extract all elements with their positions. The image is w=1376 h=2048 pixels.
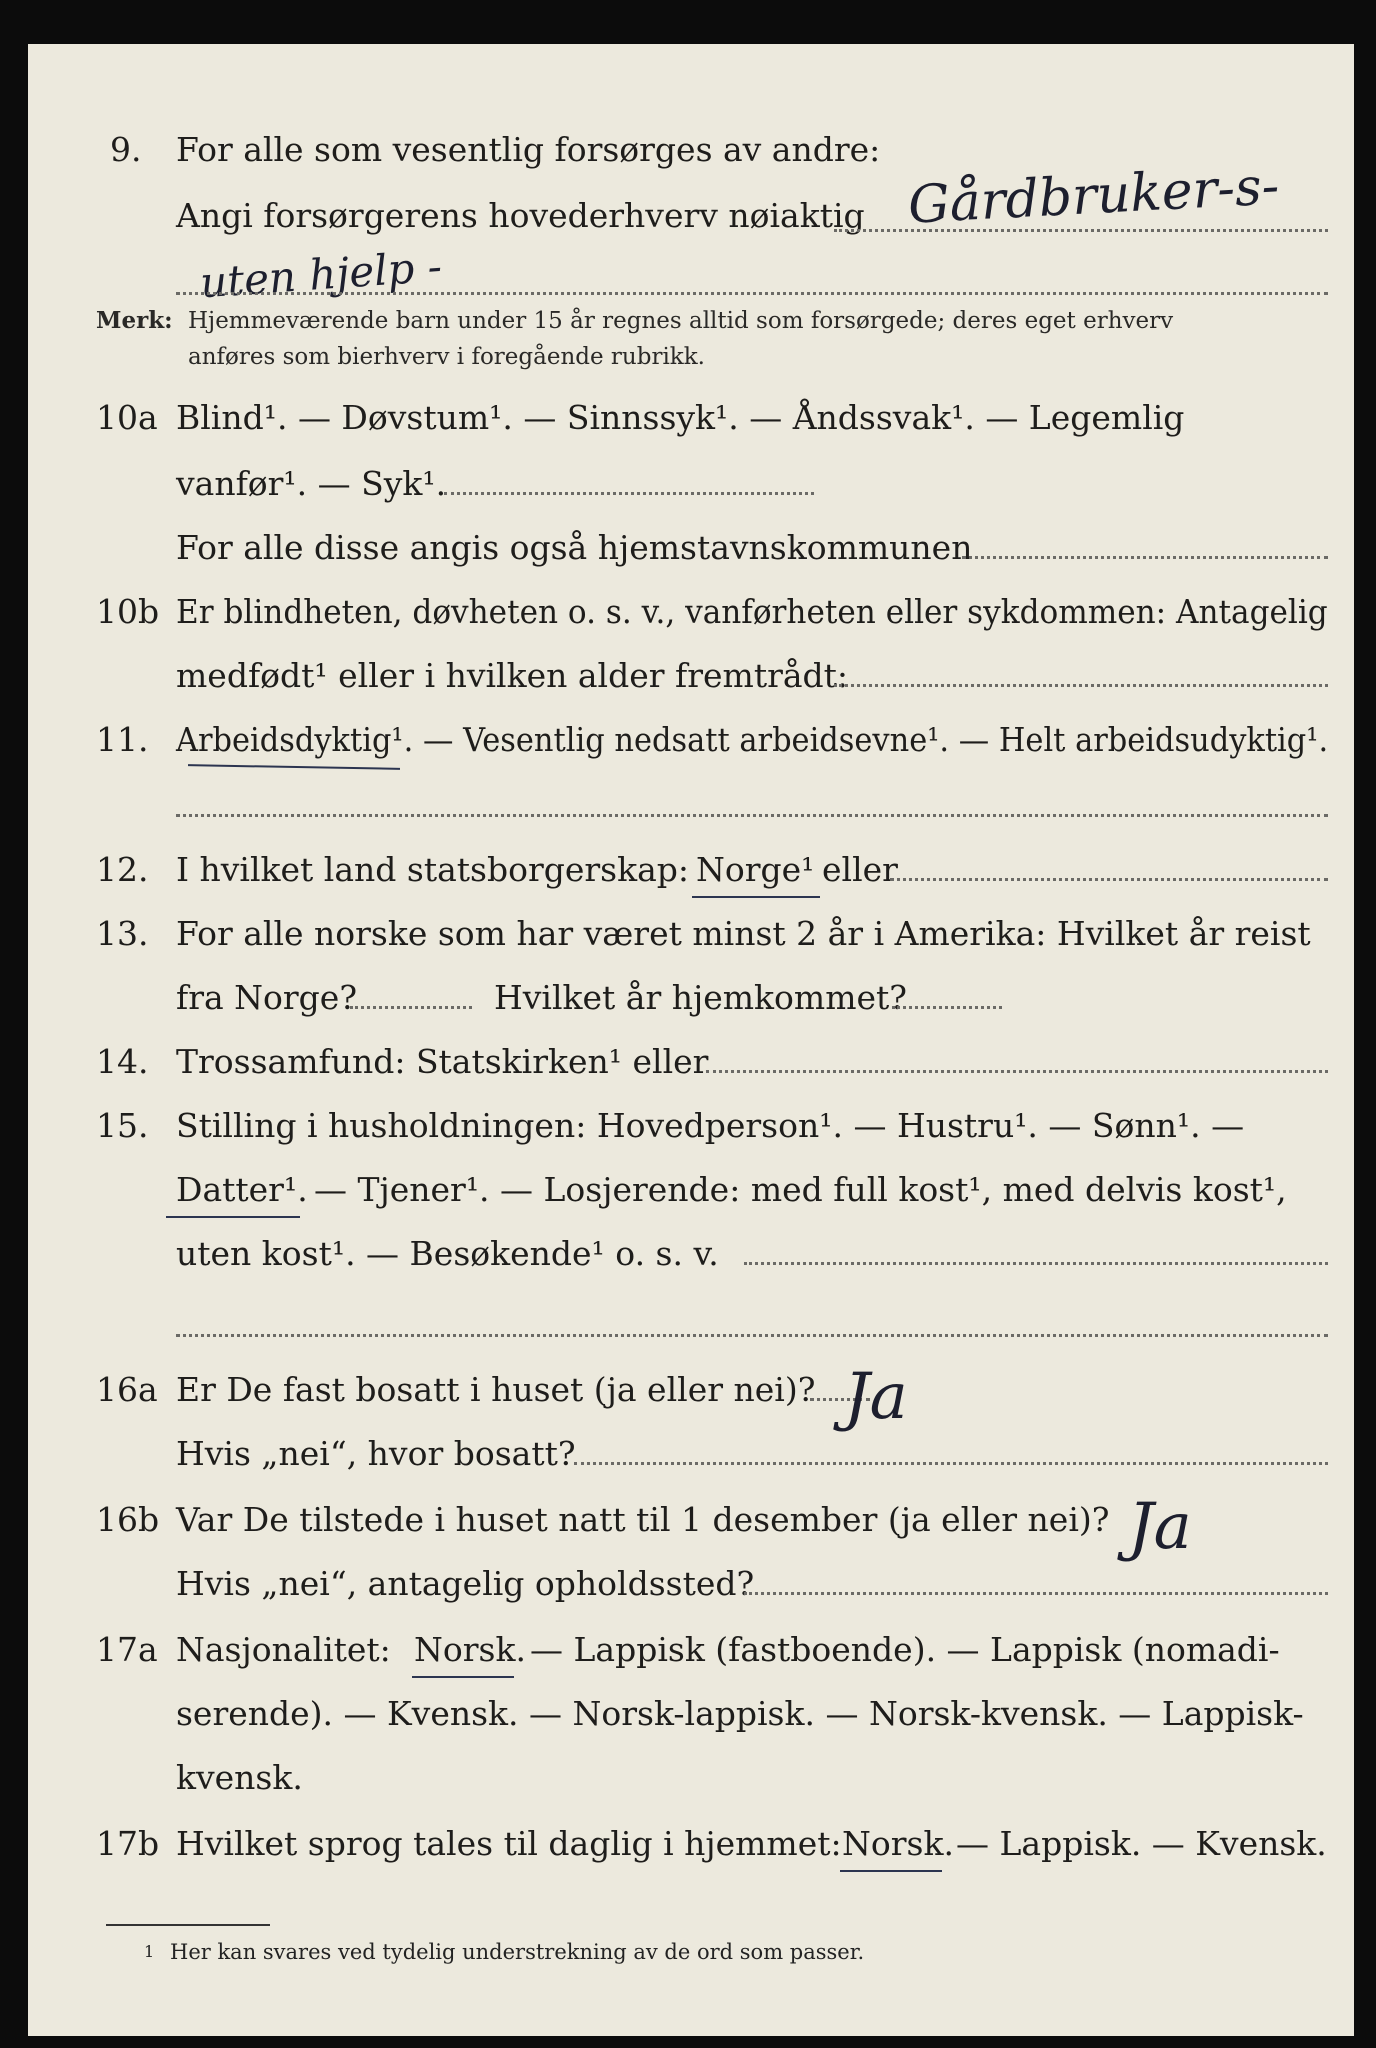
- merk-text-line2: anføres som bierhverv i foregående rubrikk.: [188, 344, 705, 370]
- q17a-text-line1c: — Lappisk (fastboende). — Lappisk (nomadi-: [530, 1630, 1280, 1669]
- underline-mark: [188, 764, 400, 770]
- merk-text-line1: Hjemmeværende barn under 15 år regnes alltid som forsørgede; deres eget erhverv: [188, 308, 1174, 334]
- question-number: 11.: [96, 720, 149, 759]
- answer-line: [962, 556, 1328, 559]
- answer-line: [834, 684, 1328, 687]
- q9-handwritten-answer-cont: uten hjelp -: [198, 241, 444, 308]
- q13-text-line2b: Hvilket år hjemkommet?: [494, 978, 907, 1017]
- answer-line: [574, 1462, 1328, 1465]
- q10a-text-line3: For alle disse angis også hjemstavnskommunen: [176, 528, 973, 567]
- q10b-text-line2: medfødt¹ eller i hvilken alder fremtrådt:: [176, 656, 849, 695]
- answer-line: [890, 878, 1328, 881]
- question-number: 12.: [96, 850, 149, 889]
- q13-text-line2a: fra Norge?: [176, 978, 358, 1017]
- q17a-text-line1a: Nasjonalitet:: [176, 1630, 391, 1669]
- q16a-text-line2: Hvis „nei“, hvor bosatt?: [176, 1434, 576, 1473]
- q14-text-line1: Trossamfund: Statskirken¹ eller: [176, 1042, 709, 1081]
- census-form-page: [28, 44, 1354, 2036]
- question-number: 15.: [96, 1106, 149, 1145]
- q15-text-line2a: Datter¹.: [176, 1170, 308, 1209]
- question-number: 10a: [96, 398, 158, 437]
- answer-line: [350, 1006, 472, 1009]
- answer-line: [176, 1334, 1328, 1337]
- q13-text-line1: For alle norske som har været minst 2 år i Amerika: Hvilket år reist: [176, 914, 1311, 953]
- q10a-text-line1: Blind¹. — Døvstum¹. — Sinnssyk¹. — Åndssvak¹. — Legemlig: [176, 398, 1185, 437]
- q11-text-line1: Arbeidsdyktig¹. — Vesentlig nedsatt arbeidsevne¹. — Helt arbeidsudyktig¹.: [176, 720, 1329, 759]
- question-number: 17b: [96, 1824, 160, 1863]
- q10a-text-line2: vanfør¹. — Syk¹.: [176, 464, 447, 503]
- answer-line: [444, 492, 814, 495]
- question-number: 9.: [110, 130, 142, 169]
- answer-line: [706, 1070, 1328, 1073]
- question-number: 16a: [96, 1370, 158, 1409]
- merk-label: Merk:: [96, 307, 173, 334]
- q16a-handwritten-answer: Ja: [844, 1360, 908, 1434]
- q16a-text-line1: Er De fast bosatt i huset (ja eller nei)?: [176, 1370, 816, 1409]
- q12-text-suffix: eller: [822, 850, 898, 889]
- answer-line: [744, 1592, 1328, 1595]
- q17a-text-line3: kvensk.: [176, 1758, 303, 1797]
- q10b-text-line1: Er blindheten, døvheten o. s. v., vanførheten eller sykdommen: Antagelig: [176, 592, 1328, 631]
- question-number: 14.: [96, 1042, 149, 1081]
- underline-mark: [412, 1676, 514, 1678]
- q16b-text-line2: Hvis „nei“, antagelig opholdssted?: [176, 1564, 755, 1603]
- q16b-text-line1: Var De tilstede i huset natt til 1 desember (ja eller nei)?: [176, 1500, 1110, 1539]
- q9-handwritten-answer: Gårdbruker-s-: [906, 156, 1281, 236]
- q17b-text-line1c: — Lappisk. — Kvensk.: [956, 1824, 1327, 1863]
- underline-mark: [840, 1870, 942, 1872]
- q17b-text-line1b: Norsk.: [842, 1824, 954, 1863]
- q16b-handwritten-answer: Ja: [1128, 1490, 1192, 1564]
- q17a-text-line2: serende). — Kvensk. — Norsk-lappisk. — Norsk-kvensk. — Lappisk-: [176, 1694, 1304, 1733]
- q9-text-line1: For alle som vesentlig forsørges av andre:: [176, 130, 881, 169]
- underline-mark: [692, 896, 820, 898]
- q9-text-line2: Angi forsørgerens hovederhverv nøiaktig: [176, 196, 865, 235]
- q17a-text-line1b: Norsk.: [414, 1630, 526, 1669]
- answer-line: [176, 292, 1328, 295]
- question-number: 17a: [96, 1630, 158, 1669]
- q17b-text-line1a: Hvilket sprog tales til daglig i hjemmet:: [176, 1824, 842, 1863]
- answer-line: [176, 814, 1328, 817]
- q15-text-line1: Stilling i husholdningen: Hovedperson¹. — Hustru¹. — Sønn¹. —: [176, 1106, 1245, 1145]
- answer-line: [892, 1006, 1002, 1009]
- question-number: 10b: [96, 592, 160, 631]
- q12-text-underlined: Norge¹: [696, 850, 815, 889]
- q15-text-line3: uten kost¹. — Besøkende¹ o. s. v.: [176, 1234, 719, 1273]
- footnote-rule: [106, 1924, 270, 1926]
- question-number: 13.: [96, 914, 149, 953]
- question-number: 16b: [96, 1500, 160, 1539]
- footnote-mark: 1: [144, 1942, 155, 1961]
- answer-line: [744, 1262, 1328, 1265]
- q15-text-line2b: — Tjener¹. — Losjerende: med full kost¹, med delvis kost¹,: [314, 1170, 1287, 1209]
- footnote-text: Her kan svares ved tydelig understrekning av de ord som passer.: [170, 1940, 865, 1964]
- answer-line: [834, 229, 1328, 232]
- underline-mark: [166, 1216, 300, 1218]
- q12-text-prefix: I hvilket land statsborgerskap:: [176, 850, 690, 889]
